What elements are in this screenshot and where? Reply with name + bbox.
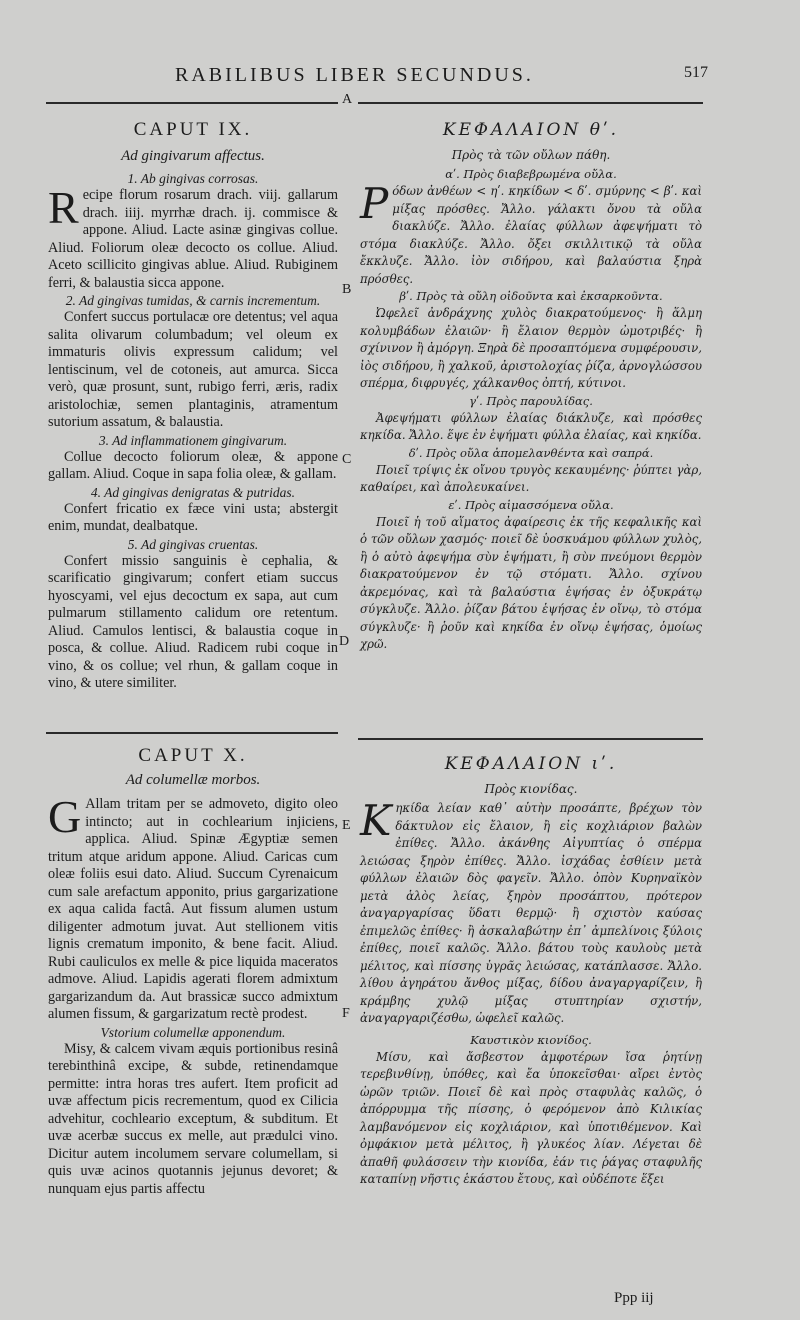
header-rule-left: [46, 102, 338, 104]
margin-marker-d: D: [339, 634, 350, 649]
paragraph: Μίσυ, καὶ ἄσβεστον ἀμφοτέρων ἴσα ῥητίνῃ τερεβινθίνῃ, ὑπόθες, καὶ ἔα ὑποκεῖσθαι· αἴρει ἐντὸς ὡρῶν τριῶν. Ποιεῖ δὲ καὶ πρὸς σταφυλὰς καλῶς, ὁ ἀπόρρυμμα τῆς πίσσης, ὁ φερόμενον ἀπὸ Κιλικίας λαμβανόμενον εἰς κοχλιάριον, καὶ ὑποτιθέμενον. Καὶ ὀμφάκιον μετὰ μέλιτος, ἢ γλυκέος λίαν. Λέγεται δὲ ἀπαθῆ φυλάσσειν τὴν κιονίδα, ἐάν τις ῥάγας σταφυλῆς καταπίνῃ νῆστις ἑκάστου ἔτους, καὶ οὐδέποτε ἕξει: [360, 1049, 702, 1186]
running-title: RABILIBUS LIBER SECUNDUS.: [175, 64, 534, 86]
signature-mark: Ppp iij: [614, 1290, 654, 1306]
margin-marker-f: F: [342, 1006, 350, 1021]
drop-cap: Κ: [360, 796, 392, 845]
section-heading: εʹ. Πρὸς αἱμασσόμενα οὔλα.: [448, 497, 614, 512]
margin-marker-b: B: [342, 282, 352, 297]
section-heading: Vstorium columellæ apponendum.: [100, 1024, 286, 1040]
paragraph: Ρόδων ἀνθέων < ηʹ. κηκίδων < δʹ. σμύρνης < βʹ. καὶ μίξας πρόσθες. Ἄλλο. γάλακτι ὄνου τὰ οὔλα διακλύζε. Ἄλλο. ἐλαίας φύλλων ἀφεψήματι τὸ στόμα διακλύζε. Ἄλλο. ὄξει σκιλλιτικῷ τὰ οὔλα ἔκκλυζε. Ἄλλο. ἰὸν σιδήρου, καὶ βαλαύστια ξηρὰ πρόσθες.: [360, 179, 702, 286]
section-heading: βʹ. Πρὸς τὰ οὔλη οἰδοῦντα καὶ ἐκσαρκοῦντα.: [399, 289, 663, 303]
margin-marker-c: C: [342, 452, 352, 467]
chapter-divider-right: [358, 738, 703, 740]
paragraph: Ποιεῖ τρίψις ἐκ οἴνου τρυγὸς κεκαυμένης· ῥύπτει γὰρ, καθαίρει, καὶ ἀπολευκαίνει.: [360, 462, 702, 494]
section-heading: 1. Ab gingivas corrosas.: [127, 171, 259, 186]
right-column-cap9: [360, 118, 702, 654]
drop-cap: G: [48, 791, 82, 842]
page-number: 517: [684, 64, 708, 81]
paragraph: Confert fricatio ex fæce vini usta; abstergit enim, mundat, dealbatque.: [48, 500, 338, 534]
chapter-title: CAPUT IX.: [133, 119, 253, 140]
chapter-subtitle: Ad columellæ morbos.: [125, 772, 261, 788]
right-column-cap10: [360, 748, 702, 1189]
section-heading: 2. Ad gingivas tumidas, & carnis incrementum.: [65, 293, 321, 308]
chapter-divider-left: [46, 732, 338, 734]
paragraph: Ἀφεψήματι φύλλων ἐλαίας διάκλυζε, καὶ πρόσθες κηκίδα. Ἄλλο. ἕψε ἐν ἑψήματι φύλλα ἐλαίας, καὶ κηκίδα.: [360, 410, 702, 442]
section-heading: Καυστικὸν κιονίδος.: [470, 1032, 592, 1047]
margin-marker-e: E: [342, 818, 351, 833]
paragraph: Collue decocto foliorum oleæ, & appone gallam. Aliud. Coque in sapa folia oleæ, & gallam.: [48, 448, 338, 482]
paragraph: Confert missio sanguinis è cephalia, & scarificatio gingivarum; confert etiam succus hyoscyami, vel ejus decoctum ex sapa, aut cum pulmarum stillamento calidum ore retentum. Aliud. Camulos lentisci, & balaustia coque in posca, & collue. Aliud. Radicem rubi coque in vino, & os collue; vel rhun, & gallam coque in vino, & utere similiter.: [48, 552, 338, 691]
section-heading: γʹ. Πρὸς παρουλίδας.: [469, 393, 593, 408]
section-heading: 4. Ad gingivas denigratas & putridas.: [90, 484, 296, 500]
chapter-subtitle: Πρὸς κιονίδας.: [484, 782, 578, 796]
chapter-title: ΚΕΦΑΛΑΙΟΝ θʹ.: [442, 120, 620, 140]
margin-marker-a: A: [342, 92, 353, 107]
header-rule-right: [358, 102, 703, 104]
paragraph: Recipe florum rosarum drach. viij. gallarum drach. iiij. myrrhæ drach. ij. commisce & appone. Aliud. Lacte asinæ gingivas collue. Aliud. Foliorum oleæ decocto os collue. Aliud. Aceto scillicito gingivas ablue. Aliud. Rubiginem ferri, & balaustia sicca appone.: [48, 182, 338, 291]
section-heading: 5. Ad gingivas cruentas.: [127, 536, 259, 552]
paragraph: Ὠφελεῖ ἀνδράχνης χυλὸς διακρατούμενος· ἢ ἅλμη κολυμβάδων ἐλαιῶν· ἢ ἔλαιον θερμὸν ὠμοτριβές· ἢ σχίνινον ἢ ἀμόργη. Ξηρὰ δὲ προσαπτόμενα συμφέρουσιν, ἰὸς σιδήρου, ἢ χαλκοῦ, ἀριστολοχίας ῥίζα, ἀρνογλώσσου σπέρμα, διφρυγές, χάλκανθος ὀπτή, κύτινοι.: [360, 306, 702, 390]
paragraph: Confert succus portulacæ ore detentus; vel aqua salita olivarum columbadum; vel oleum ex immaturis olivis expressum calidum; vel lentiscinum, vel de cotoneis, aut amurca. Sicca verò, quæ prosunt, sunt, rubigo ferri, æris, radix aristolochiæ, semen plantaginis, atramentum sutorium assatum, & balaustia.: [48, 309, 338, 430]
paragraph: Κηκίδα λείαν καθ᾽ αὑτὴν προσάπτε, βρέχων τὸν δάκτυλον εἰς ἔλαιον, ἢ εἰς κοχλιάριον βαλὼν ἐπίθες. Ἄλλο. ἀκάνθης Αἰγυπτίας ὁ σπέρμα λειώσας ξηρὸν ἐπίθες. Ἄλλο. ἰσχάδας ἐσθίειν μετὰ φύλλων ἐλαιῶν δὸς φαγεῖν. Ἄλλο. ὀπὸν Κυρηναϊκὸν μετὰ ἁλὸς λείας, ξηρὸν προσάπτου, πρότερον ἀναγαργαρίσας ὕδατι θερμῷ· ἢ σχιστὸν καύσας ἐπιμελῶς ἐπίθες· ἢ ἀσκαλαβώτην ἐπ᾽ ἀμπελίνοις ξύλοις ἐπίθες, ποιεῖ καλῶς. Ἄλλο. βάτου τοὺς καυλοὺς μετὰ μέλιτος, καὶ πίσσης ὑγρᾶς λειώσας, κατάπλασσε. Ἄλλο. λίθου ἀγηράτου ἄνθος μίξας, δίδου ἀναγαργαρίζειν, ἢ κράμβης χυλῷ μίξας στυπτηρίαν σχιστήν, ἀναγαργαριζέσθω, ὠφελεῖ καλῶς.: [360, 796, 702, 1025]
chapter-subtitle: Πρὸς τὰ τῶν οὔλων πάθη.: [451, 148, 611, 162]
drop-cap: R: [48, 182, 79, 233]
left-column-cap9: [48, 118, 338, 693]
drop-cap: Ρ: [360, 179, 389, 228]
section-heading: αʹ. Πρὸς διαβεβρωμένα οὔλα.: [445, 167, 617, 181]
chapter-subtitle: Ad gingivarum affectus.: [121, 148, 265, 164]
section-heading: δʹ. Πρὸς οὔλα ἀπομελανθέντα καὶ σαπρά.: [408, 445, 654, 460]
paragraph: Ποιεῖ ἡ τοῦ αἵματος ἀφαίρεσις ἐκ τῆς κεφαλικῆς καὶ ὁ τῶν οὔλων χασμός· ποιεῖ δὲ ὑοσκυάμου φύλλων χυλὸς, ἢ ὁ αὐτὸ ἀφεψήμα σὺν ἑψήματι, ἢ σὺν πνεύμονι θερμὸν διακρατούμενον ἐν τῷ στόματι. Ἄλλο. σχίνου ἀκρεμόνας, καὶ τὰ βαλαύστια ἑψήσας ἐν ὀξυκράτῳ σύγκλυζε. Ἄλλο. ῥίζαν βάτου ἑψήσας ἐν οἴνῳ, τὸ στόμα σύγκλυζε· ἢ ῥοῦν καὶ κηκίδα ἐν οἴνῳ ἑψήσας, ὁμοίως χρῶ.: [360, 514, 702, 651]
paragraph: Misy, & calcem vivam æquis portionibus resinâ terebinthinâ excipe, & subde, retinendamque permitte: intra horas tres aufert. Item proficit ad uvæ affectum picis recrementum, quod ex Cilicia advehitur, cochleario exceptum, & subditum. Et uvæ acerbæ succus ex melle, aut prædulci vino. Dicitur autem incolumem servare columellam, si quis uvæ acinos quotannis jejunus devoret; & nunquam ejus partis affectu: [48, 1040, 338, 1197]
chapter-title: ΚΕΦΑΛΑΙΟΝ ιʹ.: [444, 754, 618, 774]
paragraph: G Allam tritam per se admoveto, digito oleo intincto; aut in cochlearium injiciens, applica. Aliud. Spinæ Ægyptiæ semen tritum atque aridum appone. Aliud. Caricas cum oleæ foliis esui dato. Aliud. Succum Cyrenaicum cum sale arefactum apponito, prius gargarizatione ex aqua calida factâ. Aut fissum alumen ustum diligenter admotum juvat. Aut stellionem vitis lignis crematum imponito, & bene facit. Aliud. Rubi cauliculos ex melle & pice liquida maceratos admove. Aliud. Lapidis agerati florem admixtum gargarizandum da. Aut brassicæ succo admixtum alumen fissum, & gargarizatum rectè prodest.: [48, 791, 338, 1022]
running-header: [0, 60, 800, 90]
left-column-cap10: [48, 744, 338, 1198]
chapter-title: CAPUT X.: [138, 745, 248, 766]
section-heading: 3. Ad inflammationem gingivarum.: [98, 432, 288, 448]
